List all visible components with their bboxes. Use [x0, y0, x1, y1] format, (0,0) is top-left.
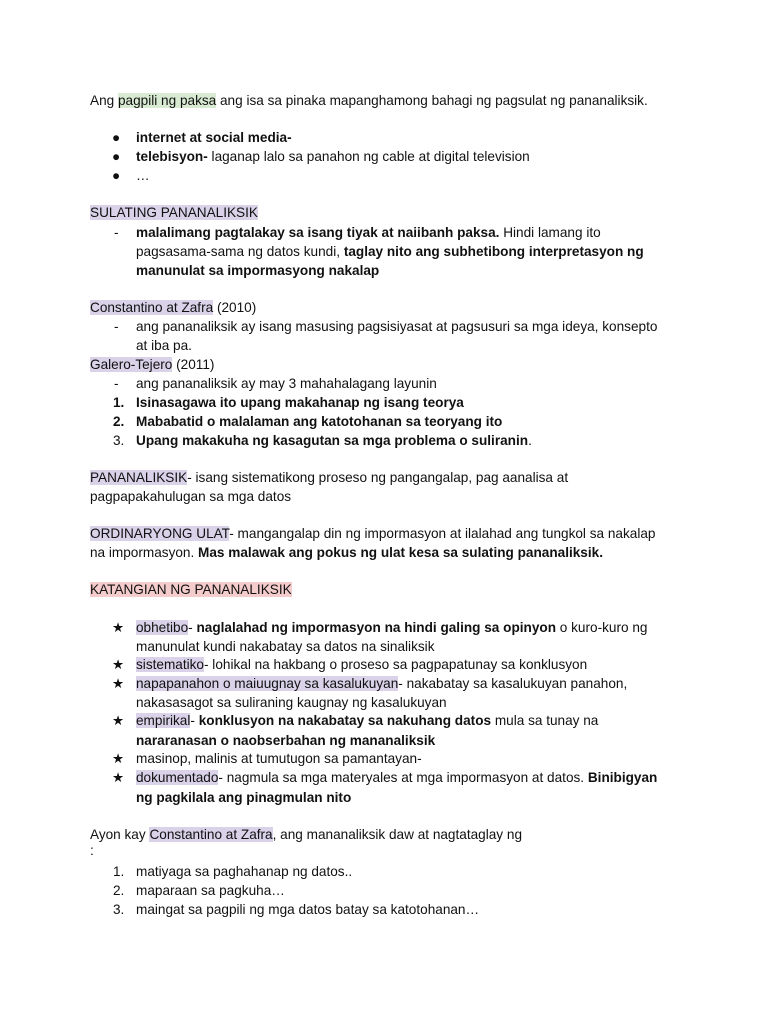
- plain-text: , ang mananaliksik daw at nagtataglay ng: [272, 827, 523, 842]
- heading-text: KATANGIAN NG PANANALIKSIK: [90, 582, 292, 597]
- bullet-label: telebisyon-: [136, 149, 208, 164]
- star-icon: ★: [112, 620, 125, 635]
- pananaliksik-def-line-2: pagpapakahulugan sa mga datos: [90, 489, 292, 504]
- bullet-text: …: [136, 168, 150, 183]
- heading-text: SULATING PANANALIKSIK: [90, 205, 258, 220]
- intro-text-end: ang isa sa pinaka mapanghamong bahagi ng pagsulat ng pananaliksik.: [216, 93, 648, 108]
- star-icon: ★: [112, 770, 125, 785]
- katangian-sistematiko: [136, 656, 587, 674]
- highlight-term: empirikal: [136, 713, 191, 728]
- highlight-author: Constantino at Zafra: [149, 827, 273, 842]
- sulating-line-1: [136, 224, 601, 242]
- ayon-item-2: maparaan sa pagkuha…: [136, 883, 285, 898]
- citation-constantino: [90, 299, 256, 317]
- katangian-dokumentado-line-2: ng pagkilala ang pinagmulan nito: [136, 790, 352, 805]
- ordinaryong-line-1: [90, 525, 655, 543]
- section-heading-katangian: [90, 581, 292, 599]
- section-heading-sulating: [90, 204, 258, 222]
- star-icon: ★: [112, 713, 125, 728]
- plain-text: o kuro-kuro ng: [556, 620, 648, 635]
- bold-text: Mas malawak ang pokus ng ulat kesa sa sulating pananaliksik.: [198, 545, 603, 560]
- bold-text: manunulat sa impormasyong nakalap: [136, 263, 380, 278]
- sulating-line-3: [136, 262, 379, 280]
- definition-text: - isang sistematikong proseso ng pangangalap, pag aanalisa at: [187, 470, 569, 485]
- definition-text: - mangangalap din ng impormasyon at ilalahad ang tungkol sa nakalap: [229, 526, 656, 541]
- citation-year: (2011): [172, 357, 215, 372]
- citation-galero: [90, 356, 214, 374]
- bullet-text: internet at social media-: [136, 130, 292, 145]
- star-icon: ★: [112, 657, 125, 672]
- highlight-term: dokumentado: [136, 770, 219, 785]
- pananaliksik-def-line-1: [90, 469, 568, 487]
- highlight-author: Constantino at Zafra: [90, 300, 214, 315]
- plain-text: - nakabatay sa kasalukuyan panahon,: [398, 676, 628, 691]
- dash-marker: -: [114, 376, 119, 391]
- highlight-term: PANANALIKSIK: [90, 470, 188, 485]
- plain-text: Hindi lamang ito: [499, 225, 601, 240]
- katangian-empirikal-line-2: nararanasan o naobserbahan ng mananaliksik: [136, 733, 436, 748]
- intro-text: Ang: [90, 93, 118, 108]
- bold-text: Binibigyan: [587, 770, 658, 785]
- list-number: 2.: [113, 414, 125, 429]
- katangian-napapanahon-line-2: nakasasagot sa suliraning kaugnay ng kasalukuyan: [136, 695, 447, 710]
- list-number: 1.: [113, 864, 125, 879]
- ayon-colon: :: [90, 843, 94, 858]
- plain-text: - lohikal na hakbang o proseso sa pagpapatunay sa konklusyon: [204, 657, 588, 672]
- katangian-obhetibo-line-2: manunulat kundi nakabatay sa datos na sinaliksik: [136, 639, 435, 654]
- bullet-item-telebisyon: [136, 148, 530, 166]
- highlight-pagpili-ng-paksa: pagpili ng paksa: [117, 93, 217, 108]
- citation-year: (2010): [213, 300, 257, 315]
- layunin-item-1: Isinasagawa ito upang makahanap ng isang teorya: [136, 395, 464, 410]
- plain-text: mula sa tunay na: [491, 713, 599, 728]
- highlight-term: napapanahon o maiuugnay sa kasalukuyan: [136, 676, 399, 691]
- dash-marker: -: [114, 225, 119, 240]
- constantino-line-1: ang pananaliksik ay isang masusing pagsisiyasat at pagsusuri sa mga ideya, konsepto: [136, 319, 658, 334]
- plain-text: -: [190, 713, 199, 728]
- bold-text: taglay nito ang subhetibong interpretasyon ng: [343, 244, 644, 259]
- dash-marker: -: [114, 319, 119, 334]
- katangian-obhetibo: [136, 619, 647, 637]
- plain-text: pagsasama-sama ng datos kundi,: [136, 244, 344, 259]
- bold-text: malalimang pagtalakay sa isang tiyak at naiibanh paksa.: [136, 225, 500, 240]
- bold-text: konklusyon na nakabatay sa nakuhang datos: [198, 713, 492, 728]
- star-icon: ★: [112, 751, 125, 766]
- bullet-item-internet: [136, 129, 292, 147]
- plain-text: -: [188, 620, 197, 635]
- bold-text: naglalahad ng impormasyon na hindi galing sa opinyon: [196, 620, 557, 635]
- highlight-author: Galero-Tejero: [90, 357, 173, 372]
- bullet-icon: ●: [112, 149, 121, 164]
- intro-line: [90, 92, 648, 110]
- plain-text: - nagmula sa mga materyales at mga impormasyon at datos.: [218, 770, 588, 785]
- star-icon: ★: [112, 676, 125, 691]
- plain-text: .: [528, 433, 532, 448]
- katangian-masinop: masinop, malinis at tumutugon sa pamantayan-: [136, 751, 422, 766]
- katangian-napapanahon: [136, 675, 627, 693]
- plain-text: Ayon kay: [90, 827, 150, 842]
- highlight-term: obhetibo: [136, 620, 189, 635]
- bullet-item-ellipsis: [136, 167, 150, 185]
- list-number: 3.: [113, 902, 125, 917]
- bullet-icon: ●: [112, 168, 121, 183]
- list-number: 2.: [113, 883, 125, 898]
- bullet-text: laganap lalo sa panahon ng cable at digital television: [207, 149, 530, 164]
- ayon-line: [90, 826, 522, 844]
- katangian-dokumentado: [136, 769, 657, 787]
- constantino-line-2: at iba pa.: [136, 338, 192, 353]
- ayon-item-1: matiyaga sa paghahanap ng datos..: [136, 864, 353, 879]
- bullet-icon: ●: [112, 130, 121, 145]
- bold-text: Upang makakuha ng kasagutan sa mga problema o suliranin: [136, 433, 529, 448]
- highlight-term: ORDINARYONG ULAT: [90, 526, 230, 541]
- ayon-item-3: maingat sa pagpili ng mga datos batay sa katotohanan…: [136, 902, 480, 917]
- ordinaryong-line-2: [90, 544, 603, 562]
- katangian-empirikal: [136, 712, 598, 730]
- sulating-line-2: [136, 243, 644, 261]
- list-number: 1.: [113, 395, 125, 410]
- list-number: 3.: [113, 433, 125, 448]
- galero-line-1: ang pananaliksik ay may 3 mahahalagang layunin: [136, 376, 437, 391]
- plain-text: na impormasyon.: [90, 545, 199, 560]
- layunin-item-3: [136, 432, 532, 450]
- highlight-term: sistematiko: [136, 657, 204, 672]
- layunin-item-2: Mababatid o malalaman ang katotohanan sa teoryang ito: [136, 414, 503, 429]
